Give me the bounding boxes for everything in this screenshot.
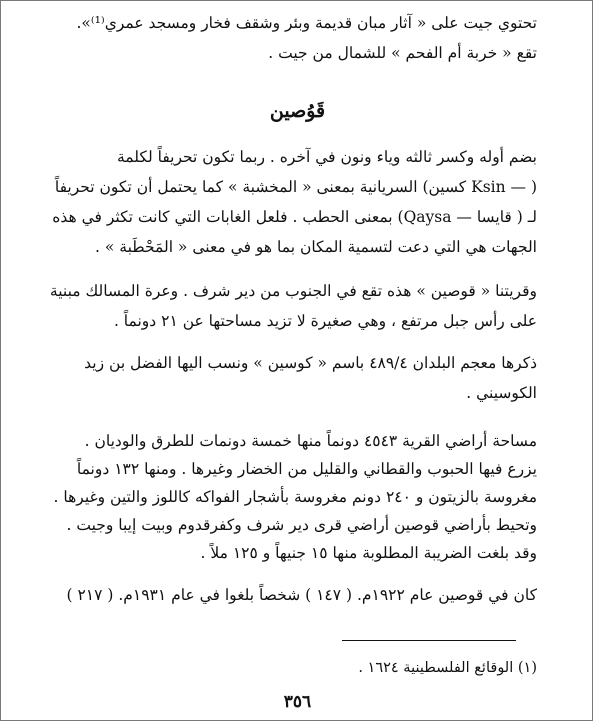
text-line: بضم أوله وكسر ثالثه وياء ونون في آخره . ربما تكون تحريفاً لكلمة: [116, 148, 537, 166]
text-line: على رأس جبل مرتفع ، وهي صغيرة لا تزيد مساحتها عن ٢١ دونماً .: [113, 312, 537, 330]
text-line: يزرع فيها الحبوب والقطاني والقليل من الخضار وغيرها . ومنها ١٣٢ دونماً: [76, 460, 537, 478]
text-line: ( — Ksin كسين) السريانية بمعنى « المخشبة » كما يحتمل أن تكون تحريفاً: [54, 178, 537, 196]
text-line: ذكرها معجم البلدان ٤٨٩/٤ باسم « كوسين » ونسب اليها الفضل بن زيد: [84, 354, 537, 372]
footnote: (١) الوقائع الفلسطينية ١٦٢٤ .: [358, 660, 537, 676]
text-line: كان في قوصين عام ١٩٢٢م. ( ١٤٧ ) شخصاً بلغوا في عام ١٩٣١م. ( ٢١٧ ): [66, 586, 537, 604]
text-line: مساحة أراضي القرية ٤٥٤٣ دونماً منها خمسة دونمات للطرق والوديان .: [84, 432, 537, 450]
text-line: الجهات هي التي دعت لتسمية المكان بما هو في معنى « المَحْطَبة » .: [95, 238, 537, 256]
text-line: وقريتنا « قوصين » هذه تقع في الجنوب من دير شرف . وعرة المسالك مبنية: [49, 282, 537, 300]
text-line: الكوسيني .: [466, 384, 537, 402]
text-line: وتحيط بأراضي قوصين أراضي قرى دير شرف وكفرقدوم وبيت إيبا وجيت .: [66, 516, 537, 534]
section-heading: قَوُصين: [269, 100, 326, 122]
text-line: تقع « خربة أم الفحم » للشمال من جيت .: [268, 44, 537, 62]
text-line: لـ ( قايسا — Qaysa) بمعنى الحطب . فلعل الغابات التي كانت تكثر في هذه: [52, 208, 537, 226]
page-number: ٣٥٦: [283, 692, 312, 712]
text-line: تحتوي جيت على « آثار مبان قديمة وبئر وشقف فخار ومسجد عمري⁽¹⁾».: [76, 14, 537, 32]
footnote-divider: [342, 640, 516, 641]
text-line: مغروسة بالزيتون و ٢٤٠ دونم مغروسة بأشجار الفواكه كاللوز والتين وغيرها .: [53, 488, 537, 506]
text-line: وقد بلغت الضريبة المطلوبة منها ١٥ جنيهاً و ١٢٥ ملاً .: [200, 544, 537, 562]
